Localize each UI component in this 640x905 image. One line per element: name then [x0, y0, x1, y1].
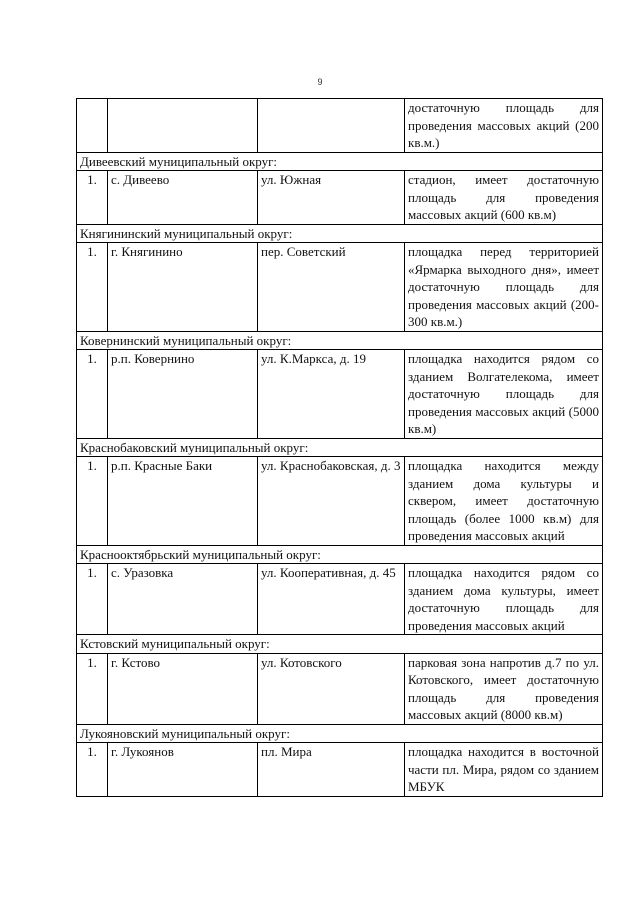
settlement-cell: [108, 99, 258, 153]
venues-table: [76, 98, 603, 797]
address-cell: пер. Советский: [258, 243, 405, 332]
section-title: Краснооктябрьский муниципальный округ:: [77, 545, 603, 564]
row-number: 1.: [77, 743, 108, 797]
section-row: [77, 331, 603, 350]
table-row: [77, 653, 603, 724]
row-number: 1.: [77, 171, 108, 225]
table-row: [77, 564, 603, 635]
section-row: [77, 152, 603, 171]
address-cell: ул. К.Маркса, д. 19: [258, 350, 405, 439]
table-row: [77, 99, 603, 153]
settlement-cell: с. Дивеево: [108, 171, 258, 225]
section-row: [77, 724, 603, 743]
address-cell: ул. Котовского: [258, 653, 405, 724]
row-number: 1.: [77, 564, 108, 635]
address-cell: [258, 99, 405, 153]
settlement-cell: р.п. Ковернино: [108, 350, 258, 439]
address-cell: ул. Кооперативная, д. 45: [258, 564, 405, 635]
address-cell: пл. Мира: [258, 743, 405, 797]
description-cell: площадка находится в восточной части пл. Мира, рядом со зданием МБУК: [405, 743, 603, 797]
settlement-cell: с. Уразовка: [108, 564, 258, 635]
description-cell: площадка находится рядом со зданием дома культуры, имеет достаточную площадь для проведения массовых акций: [405, 564, 603, 635]
table-row: [77, 171, 603, 225]
description-cell: площадка перед территорией «Ярмарка выходного дня», имеет достаточную площадь для проведения массовых акций (200-300 кв.м.): [405, 243, 603, 332]
description-cell: площадка находится между зданием дома культуры и сквером, имеет достаточную площадь (более 1000 кв.м) для проведения массовых акций: [405, 457, 603, 546]
description-cell: достаточную площадь для проведения массовых акций (200 кв.м.): [405, 99, 603, 153]
description-cell: парковая зона напротив д.7 по ул. Котовского, имеет достаточную площадь для проведения массовых акций (8000 кв.м): [405, 653, 603, 724]
table-row: [77, 243, 603, 332]
section-title: Кстовский муниципальный округ:: [77, 635, 603, 654]
page-number: 9: [317, 77, 323, 87]
section-title: Ковернинский муниципальный округ:: [77, 331, 603, 350]
settlement-cell: г. Кстово: [108, 653, 258, 724]
section-row: [77, 438, 603, 457]
address-cell: ул. Южная: [258, 171, 405, 225]
section-title: Лукояновский муниципальный округ:: [77, 724, 603, 743]
description-cell: стадион, имеет достаточную площадь для проведения массовых акций (600 кв.м): [405, 171, 603, 225]
section-title: Дивеевский муниципальный округ:: [77, 152, 603, 171]
row-number: 1.: [77, 243, 108, 332]
section-row: [77, 224, 603, 243]
table-row: [77, 743, 603, 797]
row-number: 1.: [77, 653, 108, 724]
section-title: Княгининский муниципальный округ:: [77, 224, 603, 243]
section-title: Краснобаковский муниципальный округ:: [77, 438, 603, 457]
address-cell: ул. Краснобаковская, д. 3: [258, 457, 405, 546]
table-row: [77, 457, 603, 546]
row-number: 1.: [77, 350, 108, 439]
settlement-cell: р.п. Красные Баки: [108, 457, 258, 546]
venues-table-body: [77, 99, 603, 797]
row-number: 1.: [77, 457, 108, 546]
settlement-cell: г. Лукоянов: [108, 743, 258, 797]
description-cell: площадка находится рядом со зданием Волгателекома, имеет достаточную площадь для проведения массовых акций (5000 кв.м): [405, 350, 603, 439]
section-row: [77, 545, 603, 564]
table-row: [77, 350, 603, 439]
section-row: [77, 635, 603, 654]
row-number: [77, 99, 108, 153]
settlement-cell: г. Княгинино: [108, 243, 258, 332]
